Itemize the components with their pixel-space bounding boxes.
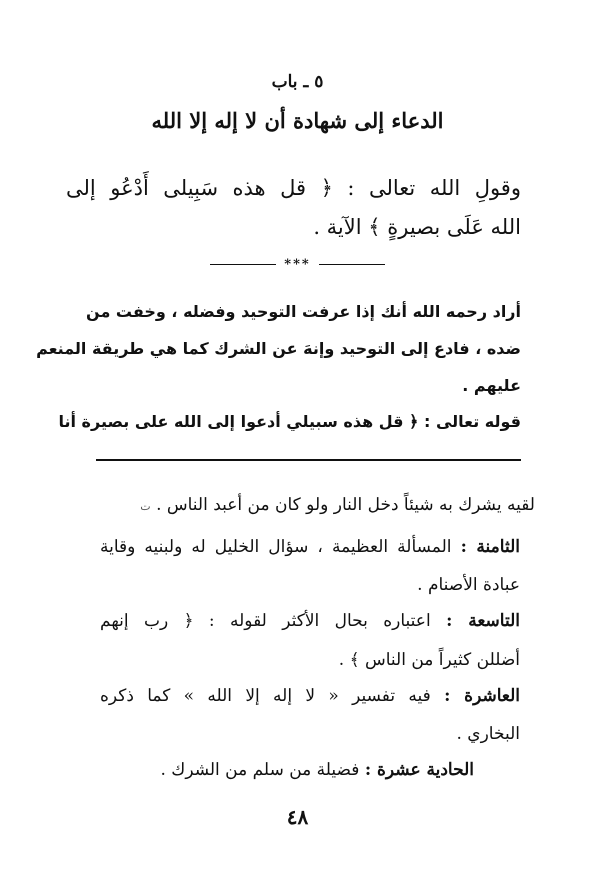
verse-line-1: وقولِ الله تعالى : ﴿ قل هذه سَبِيلى أَدْعُو إلى [66,176,521,200]
divider-stars: *** [284,257,311,272]
body-line-1 [140,495,535,515]
body-line-5: أضللن كثيراً من الناس ﴾ . [338,650,520,670]
point-eighth-text: المسألة العظيمة ، سؤال الخليل له ولبنيه وقاية [100,537,461,557]
point-eleventh-text: فضيلة من سلم من الشرك . [160,760,365,780]
body-line-2 [100,537,520,557]
commentary-line-1: أراد رحمه الله أنك إذا عرفت التوحيد وفضله ، وخفت من [86,302,521,321]
body-line-1-text: لقيه يشرك به شيئاً دخل النار ولو كان من أعبد الناس . [156,495,535,515]
divider-rule-right [319,264,385,265]
point-tenth-heading: العاشرة : [444,686,520,706]
verse-line-2: الله عَلَى بصيرةٍ ﴾ الآية . [313,215,521,239]
point-tenth-text: فيه تفسير « لا إله إلا الله » كما ذكره [100,686,445,706]
body-line-6 [100,686,520,706]
point-eighth-heading: الثامنة : [460,537,520,557]
body-line-7: البخاري . [456,724,520,744]
chapter-number: ٥ ـ باب [271,72,324,92]
point-ninth-heading: التاسعة : [446,611,521,631]
footnote-separator [96,459,521,461]
body-line-8 [161,760,475,780]
point-ninth-text: اعتباره بحال الأكثر لقوله : ﴿ رب إنهم [100,611,447,631]
page-number: ٤٨ [286,805,309,829]
body-line-4 [100,610,520,631]
commentary-line-2: ضده ، فادع إلى التوحيد وإنهَ عن الشرك كما هي طريقة المنعم [36,339,521,358]
body-line-3: عبادة الأصنام . [417,575,520,595]
divider-rule-left [210,264,276,265]
margin-mark: ت [140,500,151,513]
commentary-line-4: قوله تعالى : ﴿ قل هذه سبيلي أدعوا إلى الله على بصيرة أنا [58,412,521,431]
chapter-title: الدعاء إلى شهادة أن لا إله إلا الله [151,108,444,133]
section-divider [0,257,595,272]
commentary-line-3: عليهم . [462,376,521,395]
point-eleventh-heading: الحادية عشرة : [364,760,474,780]
